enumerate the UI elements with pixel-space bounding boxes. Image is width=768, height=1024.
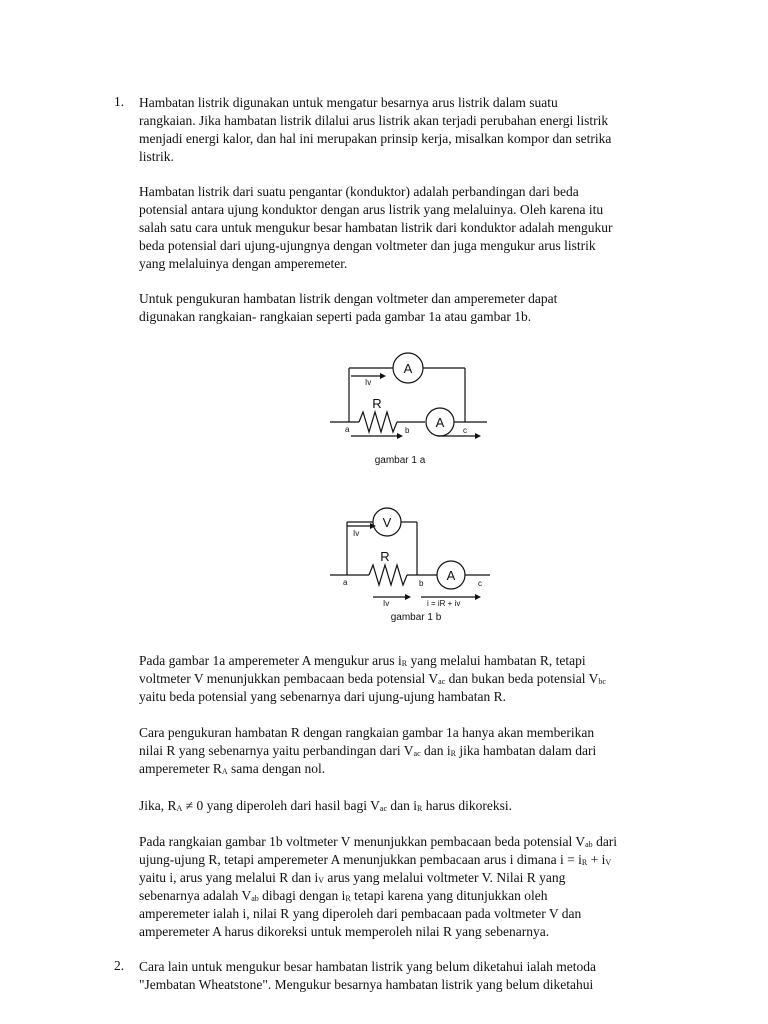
text-line: menjadi energi kalor, dan hal ini merupakan prinsip kerja, misalkan kompor dan setrika bbox=[139, 131, 612, 146]
text-line bbox=[139, 797, 699, 815]
arrow-head bbox=[397, 433, 403, 439]
text-line: digunakan rangkaian- rangkaian seperti pada gambar 1a atau gambar 1b. bbox=[139, 309, 532, 324]
text-run: harus dikoreksi. bbox=[422, 798, 512, 813]
subscript: ab bbox=[585, 840, 593, 849]
arrow-head bbox=[380, 373, 386, 379]
text-run: ujung-ujung R, tetapi amperemeter A menunjukkan pembacaan arus i dimana i = i bbox=[139, 852, 582, 867]
circuit-figure-1a bbox=[325, 350, 525, 470]
ammeter-right-label: A bbox=[435, 415, 445, 430]
text-run: dan bukan beda potensial V bbox=[445, 671, 599, 686]
text-line: Cara pengukuran hambatan R dengan rangkaian gambar 1a hanya akan memberikan bbox=[139, 725, 595, 740]
subscript: bc bbox=[598, 677, 606, 686]
paragraph-7 bbox=[139, 833, 699, 941]
subscript: R bbox=[450, 749, 456, 758]
subscript: R bbox=[345, 894, 351, 903]
paragraph-6 bbox=[139, 797, 699, 815]
node-label-b: b bbox=[419, 579, 424, 588]
voltmeter-label: V bbox=[382, 515, 392, 530]
circuit-figure-1b bbox=[325, 502, 525, 627]
text-line bbox=[139, 670, 699, 688]
arrow-head bbox=[475, 594, 481, 600]
list-number-1: 1. bbox=[114, 94, 125, 109]
node-label-a: a bbox=[345, 425, 350, 434]
text-run: dan i bbox=[420, 743, 451, 758]
figure-caption-1a: gambar 1 a bbox=[374, 455, 426, 466]
text-line bbox=[139, 742, 699, 760]
current-label-bottom: Iv bbox=[383, 599, 390, 608]
text-line: Hambatan listrik dari suatu pengantar (konduktor) adalah perbandingan dari beda bbox=[139, 184, 579, 199]
node-label-c: c bbox=[478, 579, 482, 588]
ammeter-top-label: A bbox=[403, 361, 413, 376]
text-run: dari bbox=[592, 834, 618, 849]
text-run: Pada gambar 1a amperemeter A mengukur arus i bbox=[139, 653, 402, 668]
text-run: voltmeter V menunjukkan pembacaan beda potensial V bbox=[139, 671, 439, 686]
text-run: yaitu i, arus yang melalui R dan i bbox=[139, 870, 319, 885]
subscript: V bbox=[605, 858, 612, 867]
text-run: amperemeter R bbox=[139, 761, 222, 776]
arrow-head bbox=[475, 433, 481, 439]
paragraph-2 bbox=[139, 183, 699, 273]
text-line: "Jembatan Wheatstone". Mengukur besarnya hambatan listrik yang belum diketahui bbox=[139, 977, 594, 992]
subscript: ac bbox=[379, 804, 388, 813]
text-run: yang melalui hambatan R, tetapi bbox=[407, 653, 586, 668]
node-label-b: b bbox=[405, 426, 410, 435]
current-label-top: Iv bbox=[353, 529, 360, 538]
subscript: ac bbox=[438, 677, 446, 686]
text-line: Untuk pengukuran hambatan listrik dengan voltmeter dan amperemeter dapat bbox=[139, 291, 558, 306]
text-line: Hambatan listrik digunakan untuk mengatur besarnya arus listrik dalam suatu bbox=[139, 95, 558, 110]
text-run: dibagi dengan i bbox=[258, 888, 346, 903]
text-run: sama dengan nol. bbox=[227, 761, 326, 776]
text-run: arus yang melalui voltmeter V. Nilai R yang bbox=[324, 870, 566, 885]
resistor-symbol bbox=[359, 412, 397, 432]
ammeter-label: A bbox=[446, 568, 456, 583]
subscript: R bbox=[401, 659, 408, 668]
text-run: Pada rangkaian gambar 1b voltmeter V menunjukkan pembacaan beda potensial V bbox=[139, 834, 586, 849]
text-line bbox=[139, 887, 699, 905]
text-run: + i bbox=[587, 852, 606, 867]
text-line: yang melaluinya dengan amperemeter. bbox=[139, 256, 348, 271]
text-run: nilai R yang sebenarnya yaitu perbandingan dari V bbox=[139, 743, 414, 758]
current-label-total: i = iR + iv bbox=[427, 599, 461, 608]
resistor-label: R bbox=[380, 549, 390, 564]
text-line: yaitu beda potensial yang sebenarnya dari ujung-ujung hambatan R. bbox=[139, 689, 507, 704]
text-line: Cara lain untuk mengukur besar hambatan listrik yang belum diketahui ialah metoda bbox=[139, 959, 596, 974]
subscript: A bbox=[176, 804, 183, 813]
text-line bbox=[139, 760, 699, 778]
current-label: Iv bbox=[365, 378, 372, 387]
text-line: potensial antara ujung konduktor dengan arus listrik yang melaluinya. Oleh karena itu bbox=[139, 202, 604, 217]
paragraph-3 bbox=[139, 290, 699, 326]
paragraph-item-2 bbox=[139, 958, 699, 994]
resistor-label: R bbox=[372, 396, 382, 411]
arrow-head bbox=[405, 594, 411, 600]
text-line bbox=[139, 869, 699, 887]
text-run: jika hambatan dalam dari bbox=[456, 743, 597, 758]
text-line: amperemeter A harus dikoreksi untuk memperoleh nilai R yang sebenarnya. bbox=[139, 924, 550, 939]
text-line: amperemeter ialah i, nilai R yang diperoleh dari pembacaan pada voltmeter V dan bbox=[139, 906, 582, 921]
node-label-c: c bbox=[463, 426, 467, 435]
text-line: rangkaian. Jika hambatan listrik dilalui arus listrik akan terjadi perubahan energi listrik bbox=[139, 113, 609, 128]
subscript: A bbox=[221, 767, 228, 776]
text-line: salah satu cara untuk mengukur besar hambatan listrik dari konduktor adalah mengukur bbox=[139, 220, 613, 235]
text-run: sebenarnya adalah V bbox=[139, 888, 252, 903]
resistor-symbol bbox=[369, 565, 407, 585]
text-run: Jika, R bbox=[139, 798, 177, 813]
subscript: V bbox=[318, 876, 324, 885]
subscript: ab bbox=[251, 894, 259, 903]
subscript: ac bbox=[413, 749, 421, 758]
node-label-a: a bbox=[343, 578, 348, 587]
paragraph-4 bbox=[139, 652, 699, 706]
text-run: ≠ 0 yang diperoleh dari hasil bagi V bbox=[182, 798, 380, 813]
text-line: listrik. bbox=[139, 149, 174, 164]
figure-caption-1b: gambar 1 b bbox=[390, 612, 442, 623]
text-line: beda potensial dari ujung-ujungnya dengan voltmeter dan juga mengukur arus listrik bbox=[139, 238, 596, 253]
text-run: tetapi karena yang ditunjukkan oleh bbox=[350, 888, 548, 903]
subscript: R bbox=[581, 858, 588, 867]
text-line bbox=[139, 833, 699, 851]
text-run: dan i bbox=[387, 798, 418, 813]
subscript: R bbox=[417, 804, 423, 813]
paragraph-5 bbox=[139, 724, 699, 778]
text-line bbox=[139, 851, 699, 869]
text-line bbox=[139, 652, 699, 670]
paragraph-1 bbox=[139, 94, 699, 166]
list-number-2: 2. bbox=[114, 958, 125, 973]
